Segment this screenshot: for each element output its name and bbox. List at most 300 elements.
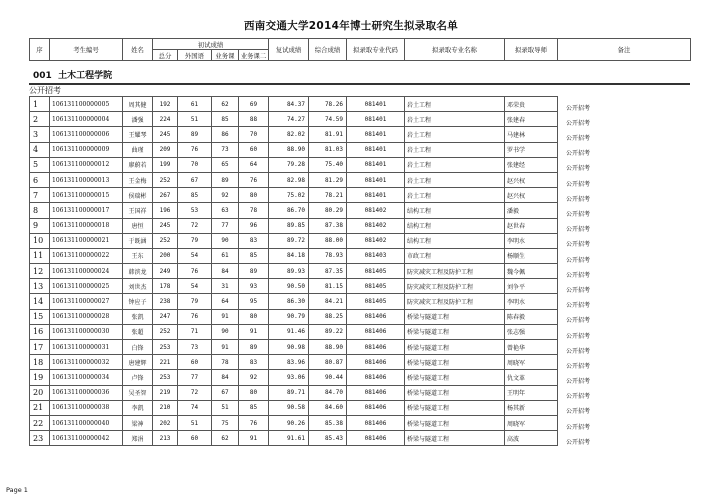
row-course1: 90 <box>212 324 239 339</box>
row-foreign: 73 <box>178 340 212 355</box>
row-major-name: 岩土工程 <box>405 127 505 142</box>
row-name: 王东 <box>123 248 153 263</box>
row-name: 李凯 <box>123 400 153 415</box>
row-seq: 4 <box>30 142 50 157</box>
col-course1: 业务课 <box>212 50 239 61</box>
row-major-code: 081401 <box>347 142 405 157</box>
row-course1: 84 <box>212 264 239 279</box>
row-foreign: 71 <box>178 324 212 339</box>
table-row <box>30 294 691 309</box>
row-supervisor: 周晓军 <box>505 355 558 370</box>
row-major-name: 防灾减灾工程及防护工程 <box>405 294 505 309</box>
table-row <box>30 415 691 430</box>
row-exam-no: 106131100000034 <box>50 370 123 385</box>
row-retest: 89.71 <box>269 385 309 400</box>
row-name: 王耀琴 <box>123 127 153 142</box>
row-course1: 65 <box>212 157 239 172</box>
row-major-code: 081405 <box>347 279 405 294</box>
row-retest: 79.28 <box>269 157 309 172</box>
row-exam-no: 106131100000032 <box>50 355 123 370</box>
row-total: 209 <box>153 142 178 157</box>
row-course1: 63 <box>212 203 239 218</box>
row-course1: 77 <box>212 218 239 233</box>
section-name: 土木工程学院 <box>58 71 113 81</box>
col-seq: 序 <box>30 39 50 61</box>
row-name: 唐建辉 <box>123 355 153 370</box>
row-seq: 1 <box>30 97 50 112</box>
table-row <box>30 264 691 279</box>
row-remark: 公开招考 <box>566 362 591 370</box>
row-overall: 81.15 <box>309 279 347 294</box>
row-exam-no: 106131100000025 <box>50 279 123 294</box>
row-foreign: 76 <box>178 264 212 279</box>
row-course1: 31 <box>212 279 239 294</box>
row-foreign: 61 <box>178 97 212 112</box>
row-supervisor: 潘毅 <box>505 203 558 218</box>
row-retest: 86.70 <box>269 203 309 218</box>
row-course2: 91 <box>239 431 269 446</box>
row-major-name: 桥梁与隧道工程 <box>405 400 505 415</box>
row-remark: 公开招考 <box>566 393 591 401</box>
row-course2: 76 <box>239 172 269 187</box>
col-exam-no: 考生编号 <box>50 39 123 61</box>
row-supervisor: 陈春毅 <box>505 309 558 324</box>
row-major-name: 岩土工程 <box>405 97 505 112</box>
row-name: 王金梅 <box>123 172 153 187</box>
row-seq: 14 <box>30 294 50 309</box>
row-exam-no: 106131100000018 <box>50 218 123 233</box>
row-exam-no: 106131100000015 <box>50 188 123 203</box>
col-course2: 业务课二 <box>239 50 269 61</box>
row-major-code: 081401 <box>347 188 405 203</box>
subsection-label: 公开招考 <box>29 86 61 95</box>
row-total: 224 <box>153 112 178 127</box>
table-row <box>30 112 691 127</box>
row-supervisor: 张志强 <box>505 324 558 339</box>
row-overall: 88.00 <box>309 233 347 248</box>
row-total: 192 <box>153 97 178 112</box>
row-foreign: 60 <box>178 431 212 446</box>
row-remark: 公开招考 <box>566 302 591 310</box>
row-retest: 83.96 <box>269 355 309 370</box>
row-course1: 62 <box>212 97 239 112</box>
row-course2: 85 <box>239 248 269 263</box>
row-exam-no: 106131100000027 <box>50 294 123 309</box>
row-supervisor: 马建林 <box>505 127 558 142</box>
row-remark: 公开招考 <box>566 150 591 158</box>
row-total: 199 <box>153 157 178 172</box>
row-seq: 2 <box>30 112 50 127</box>
row-major-code: 081402 <box>347 233 405 248</box>
row-seq: 17 <box>30 340 50 355</box>
row-major-name: 桥梁与隧道工程 <box>405 385 505 400</box>
row-major-code: 081406 <box>347 385 405 400</box>
col-prelim: 初试成绩 <box>153 39 269 50</box>
table-row <box>30 157 691 172</box>
table-row <box>30 218 691 233</box>
row-total: 252 <box>153 324 178 339</box>
row-seq: 22 <box>30 415 50 430</box>
table-row <box>30 203 691 218</box>
row-overall: 84.21 <box>309 294 347 309</box>
row-supervisor: 曾艳华 <box>505 340 558 355</box>
row-supervisor: 赵兴权 <box>505 172 558 187</box>
row-seq: 6 <box>30 172 50 187</box>
row-supervisor: 杨其新 <box>505 400 558 415</box>
col-total: 总分 <box>153 50 178 61</box>
row-total: 219 <box>153 385 178 400</box>
row-course2: 64 <box>239 157 269 172</box>
row-remark: 公开招考 <box>566 211 591 218</box>
row-foreign: 51 <box>178 415 212 430</box>
row-overall: 89.22 <box>309 324 347 339</box>
row-retest: 86.30 <box>269 294 309 309</box>
row-major-name: 岩土工程 <box>405 172 505 187</box>
row-major-name: 桥梁与隧道工程 <box>405 309 505 324</box>
row-name: 张凯 <box>123 309 153 324</box>
row-total: 196 <box>153 203 178 218</box>
row-total: 245 <box>153 127 178 142</box>
row-exam-no: 106131100000005 <box>50 97 123 112</box>
row-name: 郑涓 <box>123 431 153 446</box>
row-remark: 公开招考 <box>566 347 591 355</box>
row-supervisor: 刘争平 <box>505 279 558 294</box>
row-foreign: 77 <box>178 370 212 385</box>
row-course2: 78 <box>239 203 269 218</box>
row-seq: 10 <box>30 233 50 248</box>
row-overall: 88.90 <box>309 340 347 355</box>
row-foreign: 60 <box>178 355 212 370</box>
row-supervisor: 魏今佩 <box>505 264 558 279</box>
row-retest: 90.50 <box>269 279 309 294</box>
row-name: 刘世杰 <box>123 279 153 294</box>
row-course2: 91 <box>239 324 269 339</box>
row-remark: 公开招考 <box>566 317 591 325</box>
row-major-code: 081406 <box>347 431 405 446</box>
col-supervisor: 拟录取导师 <box>505 39 558 61</box>
table-row <box>30 370 691 385</box>
row-foreign: 51 <box>178 112 212 127</box>
table-row <box>30 248 691 263</box>
row-major-name: 结构工程 <box>405 203 505 218</box>
row-major-code: 081402 <box>347 218 405 233</box>
row-name: 卢锋 <box>123 370 153 385</box>
row-remark: 公开招考 <box>566 165 591 173</box>
row-course1: 64 <box>212 294 239 309</box>
row-course1: 86 <box>212 127 239 142</box>
row-name: 张超 <box>123 324 153 339</box>
row-foreign: 72 <box>178 385 212 400</box>
page-title: 西南交通大学2014年博士研究生拟录取名单 <box>243 20 459 32</box>
row-major-code: 081401 <box>347 127 405 142</box>
table-row <box>30 400 691 415</box>
col-major-name: 拟录取专业名称 <box>405 39 505 61</box>
row-course1: 85 <box>212 112 239 127</box>
row-total: 245 <box>153 218 178 233</box>
row-remark: 公开招考 <box>566 180 591 188</box>
row-exam-no: 106131100000024 <box>50 264 123 279</box>
table-header <box>29 38 691 61</box>
row-exam-no: 106131100000006 <box>50 127 123 142</box>
row-exam-no: 106131100000013 <box>50 172 123 187</box>
row-name: 钟应子 <box>123 294 153 309</box>
row-overall: 81.91 <box>309 127 347 142</box>
row-total: 210 <box>153 400 178 415</box>
row-supervisor: 罗书学 <box>505 142 558 157</box>
row-name: 唐恒 <box>123 218 153 233</box>
row-course2: 95 <box>239 294 269 309</box>
table-row <box>30 431 691 446</box>
row-course2: 92 <box>239 370 269 385</box>
row-seq: 3 <box>30 127 50 142</box>
table-row <box>30 385 691 400</box>
row-name: 潘强 <box>123 112 153 127</box>
row-exam-no: 106131100000040 <box>50 415 123 430</box>
row-course1: 91 <box>212 340 239 355</box>
row-supervisor: 张建经 <box>505 157 558 172</box>
row-total: 249 <box>153 264 178 279</box>
row-total: 253 <box>153 370 178 385</box>
row-major-code: 081405 <box>347 294 405 309</box>
row-retest: 88.90 <box>269 142 309 157</box>
row-supervisor: 邓荣贵 <box>505 97 558 112</box>
row-foreign: 74 <box>178 400 212 415</box>
row-course1: 51 <box>212 400 239 415</box>
col-remark: 备注 <box>558 39 691 61</box>
row-course2: 80 <box>239 309 269 324</box>
row-course1: 92 <box>212 188 239 203</box>
row-course2: 93 <box>239 279 269 294</box>
col-retest: 复试成绩 <box>269 39 309 61</box>
section-header <box>29 64 690 85</box>
row-major-name: 岩土工程 <box>405 188 505 203</box>
row-overall: 74.59 <box>309 112 347 127</box>
row-exam-no: 106131100000004 <box>50 112 123 127</box>
table-row <box>30 97 691 112</box>
row-overall: 84.60 <box>309 400 347 415</box>
row-major-name: 防灾减灾工程及防护工程 <box>405 264 505 279</box>
row-foreign: 89 <box>178 127 212 142</box>
row-overall: 85.38 <box>309 415 347 430</box>
row-foreign: 76 <box>178 309 212 324</box>
row-foreign: 67 <box>178 172 212 187</box>
row-overall: 81.29 <box>309 172 347 187</box>
row-total: 267 <box>153 188 178 203</box>
row-overall: 78.26 <box>309 97 347 112</box>
row-major-code: 081406 <box>347 415 405 430</box>
row-total: 213 <box>153 431 178 446</box>
row-total: 247 <box>153 309 178 324</box>
row-major-name: 桥梁与隧道工程 <box>405 415 505 430</box>
row-overall: 78.21 <box>309 188 347 203</box>
row-exam-no: 106131100000031 <box>50 340 123 355</box>
row-name: 白锋 <box>123 340 153 355</box>
row-remark: 公开招考 <box>566 119 591 127</box>
row-course2: 60 <box>239 142 269 157</box>
section-code: 001 <box>33 71 52 81</box>
row-major-name: 市政工程 <box>405 248 505 263</box>
row-course2: 89 <box>239 340 269 355</box>
col-name: 姓名 <box>123 39 153 61</box>
row-supervisor: 王明年 <box>505 385 558 400</box>
table-row <box>30 324 691 339</box>
row-course2: 76 <box>239 415 269 430</box>
row-major-code: 081406 <box>347 340 405 355</box>
row-seq: 18 <box>30 355 50 370</box>
table-row <box>30 142 691 157</box>
row-supervisor: 李明水 <box>505 294 558 309</box>
col-overall: 综合成绩 <box>309 39 347 61</box>
row-name: 王国祥 <box>123 203 153 218</box>
row-foreign: 54 <box>178 279 212 294</box>
row-overall: 75.40 <box>309 157 347 172</box>
row-seq: 15 <box>30 309 50 324</box>
row-seq: 8 <box>30 203 50 218</box>
row-remark: 公开招考 <box>566 195 591 203</box>
row-supervisor: 杨顺生 <box>505 248 558 263</box>
row-major-name: 岩土工程 <box>405 112 505 127</box>
row-exam-no: 106131100000042 <box>50 431 123 446</box>
row-major-name: 桥梁与隧道工程 <box>405 324 505 339</box>
row-seq: 11 <box>30 248 50 263</box>
row-overall: 87.38 <box>309 218 347 233</box>
row-course2: 83 <box>239 355 269 370</box>
row-retest: 74.27 <box>269 112 309 127</box>
row-remark: 公开招考 <box>566 256 591 264</box>
row-exam-no: 106131100000036 <box>50 385 123 400</box>
row-name: 吴圣智 <box>123 385 153 400</box>
row-course2: 80 <box>239 188 269 203</box>
row-remark: 公开招考 <box>566 286 591 294</box>
row-foreign: 79 <box>178 233 212 248</box>
row-course1: 75 <box>212 415 239 430</box>
row-major-code: 081401 <box>347 97 405 112</box>
row-exam-no: 106131100000028 <box>50 309 123 324</box>
row-remark: 公开招考 <box>566 135 591 143</box>
row-retest: 89.85 <box>269 218 309 233</box>
row-major-name: 桥梁与隧道工程 <box>405 355 505 370</box>
row-overall: 80.87 <box>309 355 347 370</box>
row-supervisor: 赵兴权 <box>505 188 558 203</box>
row-exam-no: 106131100000012 <box>50 157 123 172</box>
row-remark: 公开招考 <box>566 241 591 249</box>
row-course2: 88 <box>239 112 269 127</box>
row-course1: 91 <box>212 309 239 324</box>
row-overall: 80.29 <box>309 203 347 218</box>
row-course1: 90 <box>212 233 239 248</box>
row-seq: 20 <box>30 385 50 400</box>
row-course1: 84 <box>212 370 239 385</box>
row-course1: 73 <box>212 142 239 157</box>
row-name: 侯瑞彬 <box>123 188 153 203</box>
row-retest: 89.72 <box>269 233 309 248</box>
row-course2: 69 <box>239 97 269 112</box>
row-name: 梁神 <box>123 415 153 430</box>
row-seq: 13 <box>30 279 50 294</box>
row-major-code: 081406 <box>347 324 405 339</box>
row-retest: 82.02 <box>269 127 309 142</box>
row-name: 廖蔚若 <box>123 157 153 172</box>
row-course2: 80 <box>239 385 269 400</box>
row-name: 周其健 <box>123 97 153 112</box>
row-supervisor: 赵世春 <box>505 218 558 233</box>
row-course1: 62 <box>212 431 239 446</box>
row-seq: 21 <box>30 400 50 415</box>
row-major-name: 桥梁与隧道工程 <box>405 340 505 355</box>
row-overall: 87.35 <box>309 264 347 279</box>
row-remark: 公开招考 <box>566 423 591 431</box>
row-major-code: 081401 <box>347 112 405 127</box>
row-total: 202 <box>153 415 178 430</box>
row-major-name: 结构工程 <box>405 218 505 233</box>
row-remark: 公开招考 <box>566 438 591 446</box>
row-retest: 90.79 <box>269 309 309 324</box>
row-course1: 78 <box>212 355 239 370</box>
row-total: 238 <box>153 294 178 309</box>
row-remark: 公开招考 <box>566 271 591 279</box>
row-seq: 23 <box>30 431 50 446</box>
row-course1: 61 <box>212 248 239 263</box>
row-retest: 90.58 <box>269 400 309 415</box>
row-major-name: 防灾减灾工程及防护工程 <box>405 279 505 294</box>
col-major-code: 拟录取专业代码 <box>347 39 405 61</box>
row-major-code: 081406 <box>347 370 405 385</box>
row-remark: 公开招考 <box>566 332 591 340</box>
row-exam-no: 106131100000022 <box>50 248 123 263</box>
row-major-code: 081405 <box>347 264 405 279</box>
row-overall: 85.43 <box>309 431 347 446</box>
row-overall: 78.93 <box>309 248 347 263</box>
row-retest: 90.98 <box>269 340 309 355</box>
row-total: 200 <box>153 248 178 263</box>
table-row <box>30 233 691 248</box>
row-seq: 9 <box>30 218 50 233</box>
row-seq: 16 <box>30 324 50 339</box>
row-total: 253 <box>153 340 178 355</box>
row-foreign: 85 <box>178 188 212 203</box>
row-major-code: 081406 <box>347 400 405 415</box>
table-row <box>30 279 691 294</box>
row-total: 221 <box>153 355 178 370</box>
row-major-code: 081401 <box>347 172 405 187</box>
row-exam-no: 106131100000009 <box>50 142 123 157</box>
row-retest: 91.46 <box>269 324 309 339</box>
row-supervisor: 高波 <box>505 431 558 446</box>
row-supervisor: 仇文革 <box>505 370 558 385</box>
admission-table <box>29 96 691 446</box>
row-major-code: 081402 <box>347 203 405 218</box>
row-foreign: 72 <box>178 218 212 233</box>
row-foreign: 70 <box>178 157 212 172</box>
row-course2: 96 <box>239 218 269 233</box>
row-exam-no: 106131100000038 <box>50 400 123 415</box>
row-seq: 5 <box>30 157 50 172</box>
table-row <box>30 172 691 187</box>
row-course2: 70 <box>239 127 269 142</box>
row-major-code: 081406 <box>347 355 405 370</box>
row-major-code: 081401 <box>347 157 405 172</box>
row-exam-no: 106131100000021 <box>50 233 123 248</box>
row-major-code: 081403 <box>347 248 405 263</box>
row-major-name: 结构工程 <box>405 233 505 248</box>
row-major-name: 岩土工程 <box>405 142 505 157</box>
row-major-code: 081406 <box>347 309 405 324</box>
row-retest: 91.61 <box>269 431 309 446</box>
row-name: 于既涵 <box>123 233 153 248</box>
page-footer: Page 1 <box>6 486 28 494</box>
row-course1: 89 <box>212 172 239 187</box>
row-total: 252 <box>153 172 178 187</box>
